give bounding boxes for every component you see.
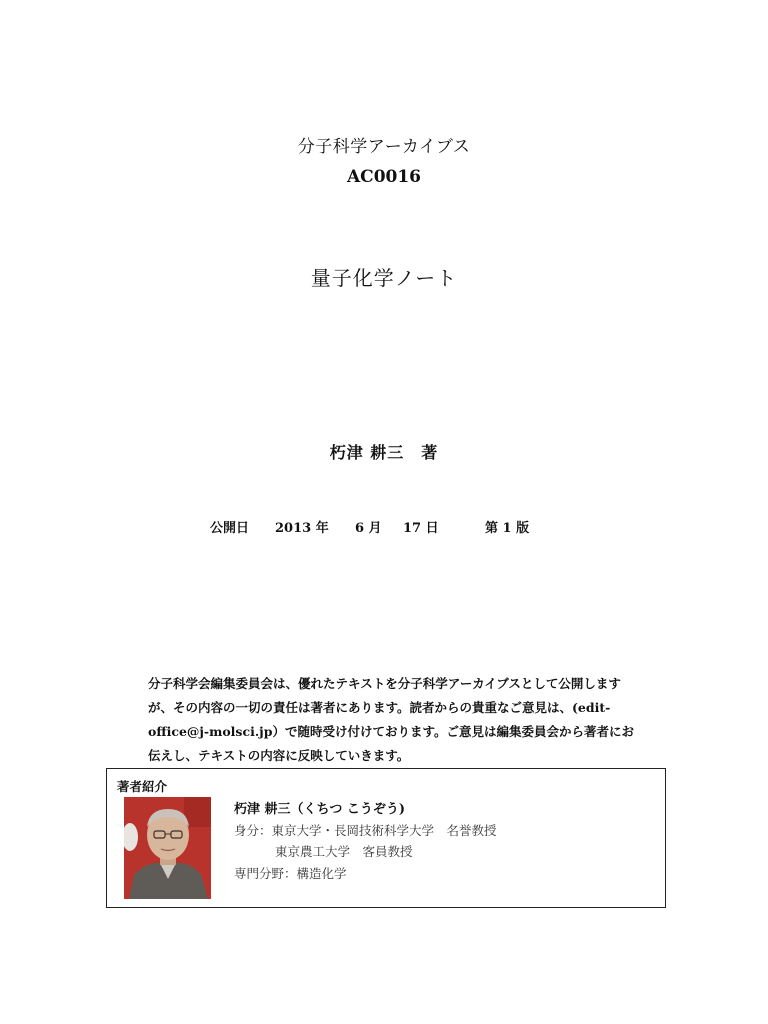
document-title: 量子化学ノート bbox=[310, 266, 458, 290]
publication-edition: 第 1 版 bbox=[485, 521, 530, 536]
publication-day: 17 日 bbox=[403, 521, 439, 536]
author-line: 朽津 耕三 著 bbox=[329, 443, 439, 462]
editorial-notice: 分子科学会編集委員会は、優れたテキストを分子科学アーカイブスとして公開しますが、その内容の一切の責任は著者にあります。読者からの貴重なご意見は、(edit-office@j-molsci.jp）で随時受け付けております。ご意見は編集委員会から著者にお伝えし、テキストの内容に反映していきます。 bbox=[148, 676, 634, 763]
publication-month: 6 月 bbox=[355, 521, 382, 536]
archive-code: AC0016 bbox=[346, 167, 422, 187]
author-photo bbox=[124, 797, 211, 899]
author-intro-box bbox=[106, 768, 666, 908]
author-position-2: 東京農工大学 客員教授 bbox=[275, 844, 413, 859]
publication-label: 公開日 bbox=[210, 521, 250, 536]
author-position-1: 身分：東京大学・長岡技術科学大学 名誉教授 bbox=[234, 823, 497, 838]
author-photo-image bbox=[124, 797, 211, 899]
publication-year: 2013 年 bbox=[275, 521, 329, 536]
publication-info bbox=[0, 517, 768, 537]
author-field: 専門分野：構造化学 bbox=[234, 866, 347, 881]
series-title: 分子科学アーカイブス bbox=[297, 137, 471, 157]
author-name: 朽津 耕三（くちつ こうぞう) bbox=[234, 802, 406, 817]
author-intro-heading: 著者紹介 bbox=[117, 779, 168, 794]
